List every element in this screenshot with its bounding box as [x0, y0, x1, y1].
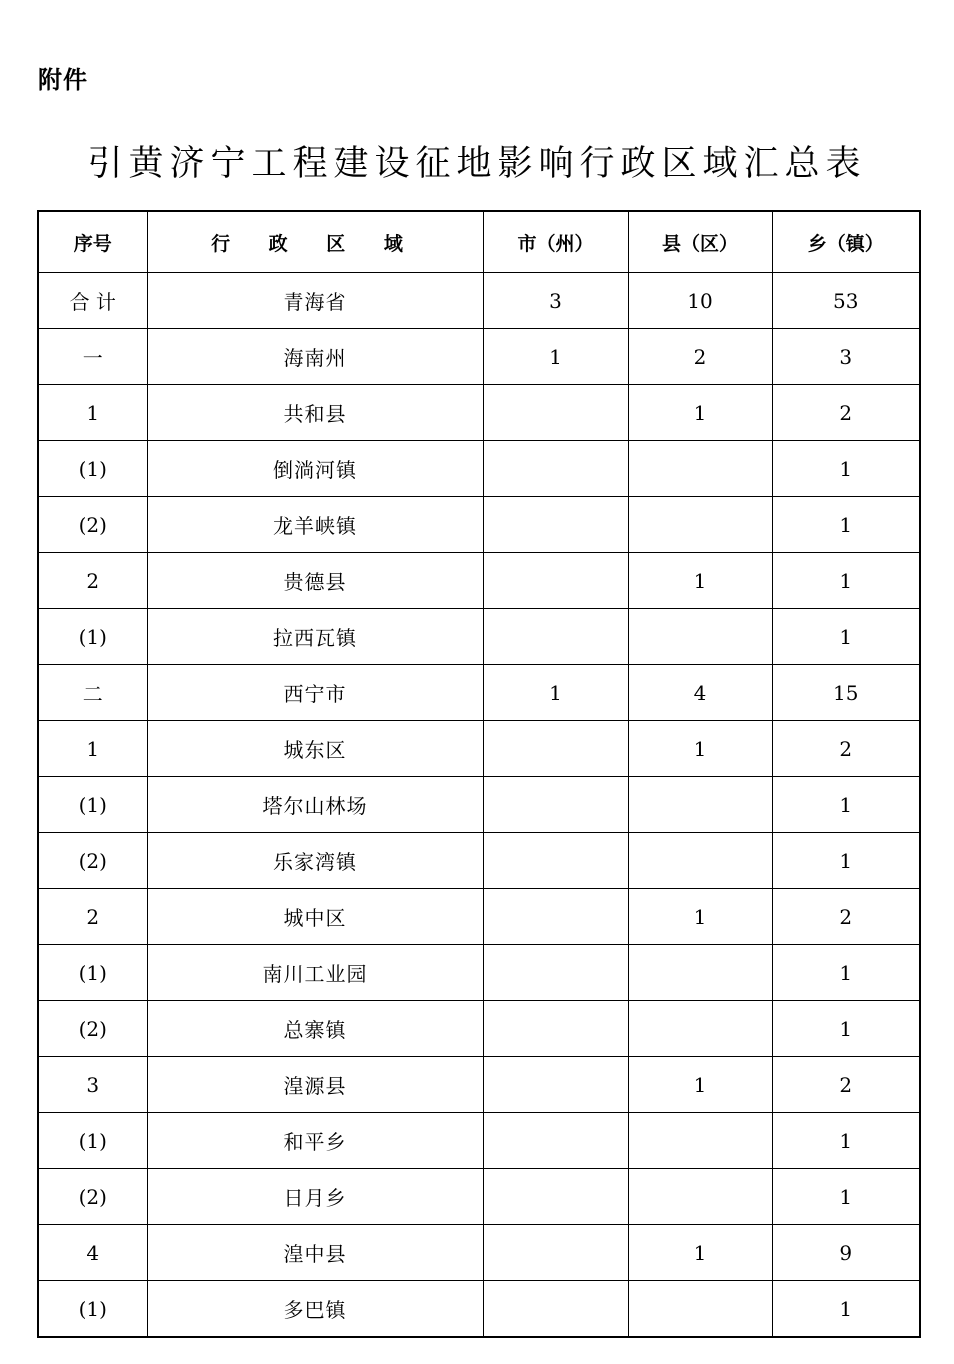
header-county: 县（区）	[628, 211, 772, 273]
header-region: 行 政 区 域	[147, 211, 483, 273]
cell-city-count	[483, 833, 628, 889]
table-row	[38, 1057, 920, 1113]
cell-city-count	[483, 889, 628, 945]
page-title: 引黄济宁工程建设征地影响行政区域汇总表	[87, 144, 867, 184]
cell-town-count: 1	[772, 1113, 920, 1169]
cell-town-count: 1	[772, 777, 920, 833]
cell-region: 西宁市	[147, 665, 483, 721]
cell-seq: 2	[38, 889, 147, 945]
cell-region: 青海省	[147, 273, 483, 329]
cell-county-count: 1	[628, 721, 772, 777]
cell-town-count: 2	[772, 721, 920, 777]
header-city: 市（州）	[483, 211, 628, 273]
cell-town-count: 1	[772, 1001, 920, 1057]
cell-county-count	[628, 945, 772, 1001]
cell-seq: (2)	[38, 1169, 147, 1225]
table-header-row	[38, 211, 920, 273]
cell-seq: (1)	[38, 1281, 147, 1338]
table-row	[38, 1001, 920, 1057]
cell-town-count: 1	[772, 609, 920, 665]
cell-city-count: 3	[483, 273, 628, 329]
cell-county-count	[628, 777, 772, 833]
cell-region: 共和县	[147, 385, 483, 441]
cell-town-count: 1	[772, 441, 920, 497]
table-body	[38, 273, 920, 1338]
cell-city-count	[483, 553, 628, 609]
table-row	[38, 609, 920, 665]
summary-table	[37, 210, 921, 1338]
cell-county-count: 1	[628, 1057, 772, 1113]
cell-seq: (1)	[38, 1113, 147, 1169]
cell-seq: 2	[38, 553, 147, 609]
cell-county-count	[628, 833, 772, 889]
cell-region: 城中区	[147, 889, 483, 945]
table-row	[38, 1225, 920, 1281]
cell-city-count	[483, 609, 628, 665]
cell-seq: 3	[38, 1057, 147, 1113]
cell-region: 倒淌河镇	[147, 441, 483, 497]
cell-seq: 1	[38, 721, 147, 777]
cell-city-count	[483, 1225, 628, 1281]
cell-region: 拉西瓦镇	[147, 609, 483, 665]
cell-county-count: 10	[628, 273, 772, 329]
cell-county-count	[628, 1281, 772, 1338]
cell-county-count	[628, 609, 772, 665]
cell-seq: (1)	[38, 945, 147, 1001]
cell-seq: (1)	[38, 777, 147, 833]
cell-seq: 一	[38, 329, 147, 385]
cell-city-count	[483, 385, 628, 441]
cell-region: 湟中县	[147, 1225, 483, 1281]
cell-city-count	[483, 721, 628, 777]
cell-region: 城东区	[147, 721, 483, 777]
table-row	[38, 385, 920, 441]
table-row	[38, 329, 920, 385]
cell-region: 乐家湾镇	[147, 833, 483, 889]
cell-region: 龙羊峡镇	[147, 497, 483, 553]
table-row	[38, 665, 920, 721]
cell-town-count: 9	[772, 1225, 920, 1281]
cell-county-count	[628, 1169, 772, 1225]
cell-town-count: 3	[772, 329, 920, 385]
cell-town-count: 1	[772, 833, 920, 889]
table-row	[38, 273, 920, 329]
cell-seq: (1)	[38, 609, 147, 665]
cell-town-count: 1	[772, 497, 920, 553]
table-row	[38, 1113, 920, 1169]
header-seq: 序号	[38, 211, 147, 273]
cell-region: 和平乡	[147, 1113, 483, 1169]
cell-city-count	[483, 1113, 628, 1169]
cell-seq: 合 计	[38, 273, 147, 329]
cell-city-count	[483, 1281, 628, 1338]
cell-seq: 4	[38, 1225, 147, 1281]
cell-region: 总寨镇	[147, 1001, 483, 1057]
cell-city-count	[483, 777, 628, 833]
table-row	[38, 721, 920, 777]
cell-seq: (2)	[38, 497, 147, 553]
cell-seq: (1)	[38, 441, 147, 497]
cell-county-count: 1	[628, 385, 772, 441]
cell-town-count: 53	[772, 273, 920, 329]
cell-town-count: 2	[772, 385, 920, 441]
table-row	[38, 833, 920, 889]
cell-city-count	[483, 1057, 628, 1113]
cell-town-count: 2	[772, 889, 920, 945]
cell-town-count: 1	[772, 1169, 920, 1225]
cell-region: 贵德县	[147, 553, 483, 609]
cell-county-count	[628, 497, 772, 553]
cell-seq: (2)	[38, 1001, 147, 1057]
cell-region: 湟源县	[147, 1057, 483, 1113]
cell-town-count: 2	[772, 1057, 920, 1113]
cell-region: 多巴镇	[147, 1281, 483, 1338]
table-row	[38, 1281, 920, 1338]
table-row	[38, 1169, 920, 1225]
table-row	[38, 945, 920, 1001]
cell-town-count: 1	[772, 945, 920, 1001]
cell-city-count	[483, 1169, 628, 1225]
cell-county-count	[628, 1001, 772, 1057]
cell-city-count: 1	[483, 329, 628, 385]
attachment-label: 附件	[38, 66, 88, 94]
cell-seq: (2)	[38, 833, 147, 889]
cell-county-count: 4	[628, 665, 772, 721]
cell-town-count: 1	[772, 1281, 920, 1338]
cell-county-count: 1	[628, 1225, 772, 1281]
cell-city-count: 1	[483, 665, 628, 721]
cell-city-count	[483, 497, 628, 553]
cell-city-count	[483, 1001, 628, 1057]
table-row	[38, 441, 920, 497]
cell-county-count: 1	[628, 889, 772, 945]
cell-county-count: 1	[628, 553, 772, 609]
cell-city-count	[483, 441, 628, 497]
cell-county-count	[628, 1113, 772, 1169]
cell-region: 海南州	[147, 329, 483, 385]
cell-region: 南川工业园	[147, 945, 483, 1001]
table-row	[38, 889, 920, 945]
cell-city-count	[483, 945, 628, 1001]
cell-region: 塔尔山林场	[147, 777, 483, 833]
table-row	[38, 497, 920, 553]
cell-county-count	[628, 441, 772, 497]
cell-seq: 1	[38, 385, 147, 441]
cell-seq: 二	[38, 665, 147, 721]
cell-county-count: 2	[628, 329, 772, 385]
cell-town-count: 1	[772, 553, 920, 609]
header-town: 乡（镇）	[772, 211, 920, 273]
cell-region: 日月乡	[147, 1169, 483, 1225]
table-row	[38, 777, 920, 833]
table-row	[38, 553, 920, 609]
cell-town-count: 15	[772, 665, 920, 721]
